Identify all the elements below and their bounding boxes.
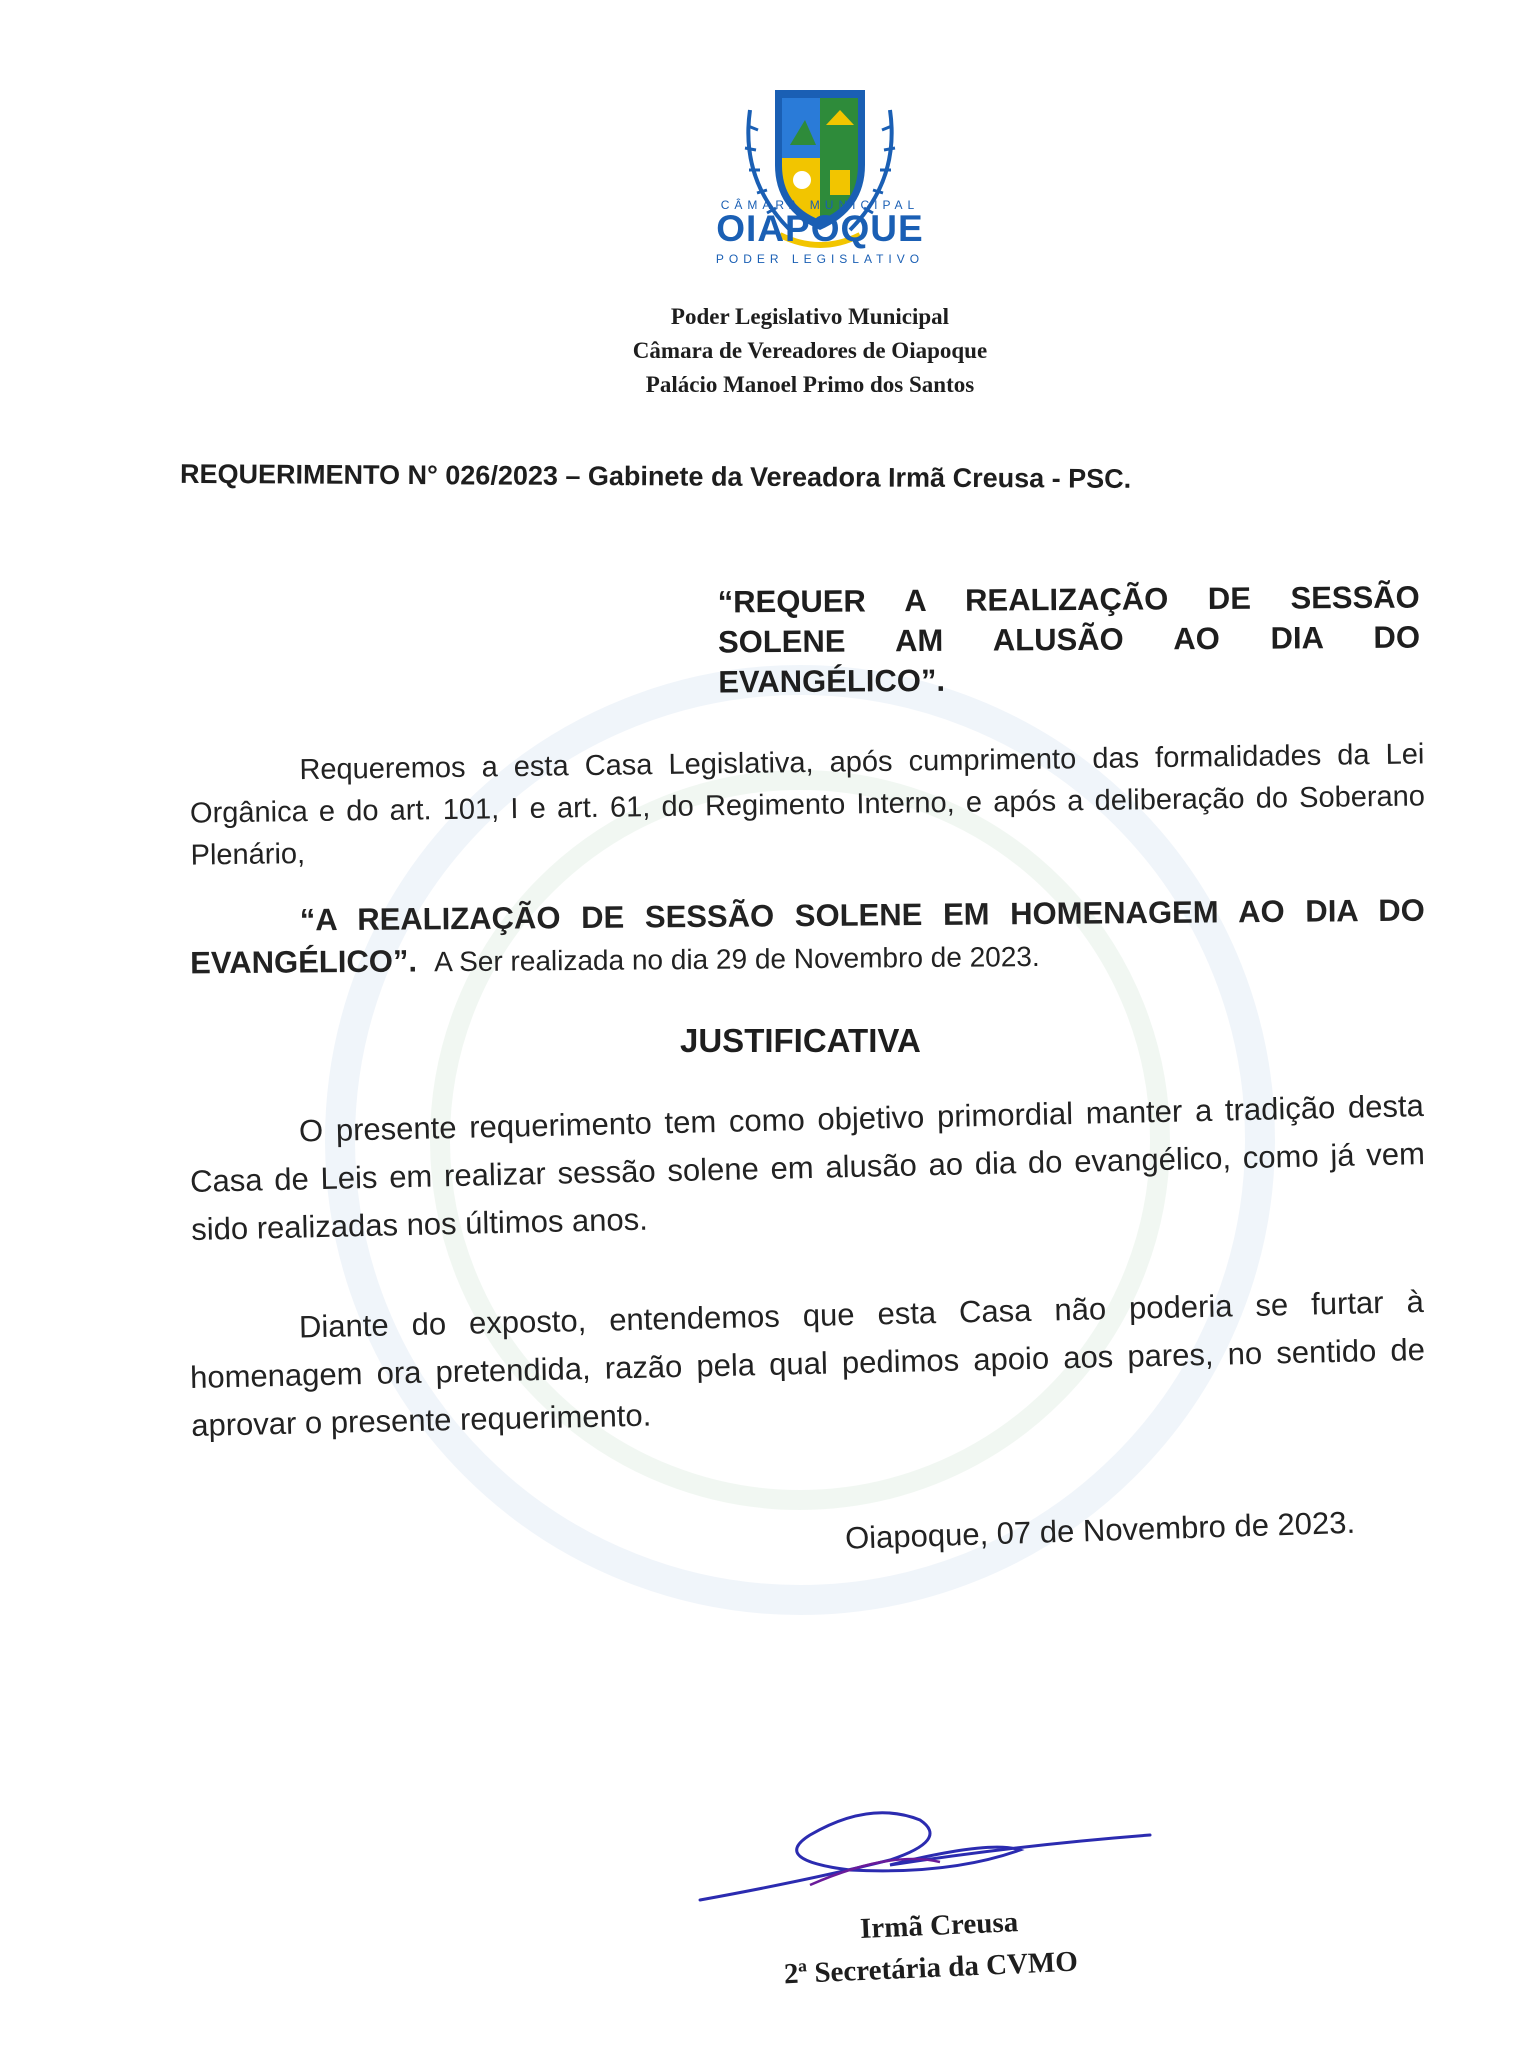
requerimento-title: REQUERIMENTO N° 026/2023 – Gabinete da Vereadora Irmã Creusa - PSC. bbox=[179, 458, 1132, 494]
subject-block: “REQUER A REALIZAÇÃO DE SESSÃO SOLENE AM ALUSÃO AO DIA DO EVANGÉLICO”. bbox=[717, 579, 1421, 700]
header-line-1: Poder Legislativo Municipal bbox=[670, 304, 950, 329]
paragraph-1 bbox=[189, 733, 1426, 876]
paragraph-3-text: O presente requerimento tem como objetivo primordial manter a tradição desta Casa de Leis em realizar sessão solene em alusão ao dia do evangélico, como já vem sido realizadas nos últimos anos. bbox=[189, 1088, 1426, 1247]
organization-header bbox=[560, 300, 1060, 402]
justificativa-title: JUSTIFICATIVA bbox=[680, 1022, 921, 1059]
paragraph-4-text: Diante do exposto, entendemos que esta Casa não poderia se furtar à homenagem ora pretendida, razão pela qual pedimos apoio aos pares, no sentido de aprovar o presente requerimento. bbox=[189, 1284, 1426, 1443]
logo-top-text: CÂMARA MUNICIPAL bbox=[720, 198, 920, 212]
signer-name: Irmã Creusa bbox=[859, 1906, 1019, 1946]
date-line: Oiapoque, 07 de Novembro de 2023. bbox=[844, 1504, 1356, 1556]
paragraph-2-bold: “A REALIZAÇÃO DE SESSÃO SOLENE EM HOMENAGEM AO DIA DO EVANGÉLICO”. bbox=[190, 892, 1425, 981]
paragraph-3 bbox=[189, 1082, 1427, 1254]
signer-block bbox=[728, 1896, 1131, 1997]
header-line-2: Câmara de Vereadores de Oiapoque bbox=[632, 338, 988, 363]
paragraph-2-rest: A Ser realizada no dia 29 de Novembro de 2023. bbox=[434, 940, 1040, 978]
paragraph-4 bbox=[189, 1278, 1427, 1450]
paragraph-1-text: Requeremos a esta Casa Legislativa, após cumprimento das formalidades da Lei Orgânica e do art. 101, I e art. 61, do Regimento Interno, e após a deliberação do Soberano Plenário, bbox=[189, 738, 1426, 872]
header-line-3: Palácio Manoel Primo dos Santos bbox=[645, 372, 975, 397]
signer-role: 2ª Secretária da CVMO bbox=[783, 1945, 1079, 1991]
logo-name: OIAPOQUE bbox=[716, 208, 924, 249]
paragraph-2 bbox=[190, 890, 1426, 986]
logo-bottom-text: PODER LEGISLATIVO bbox=[715, 252, 925, 266]
